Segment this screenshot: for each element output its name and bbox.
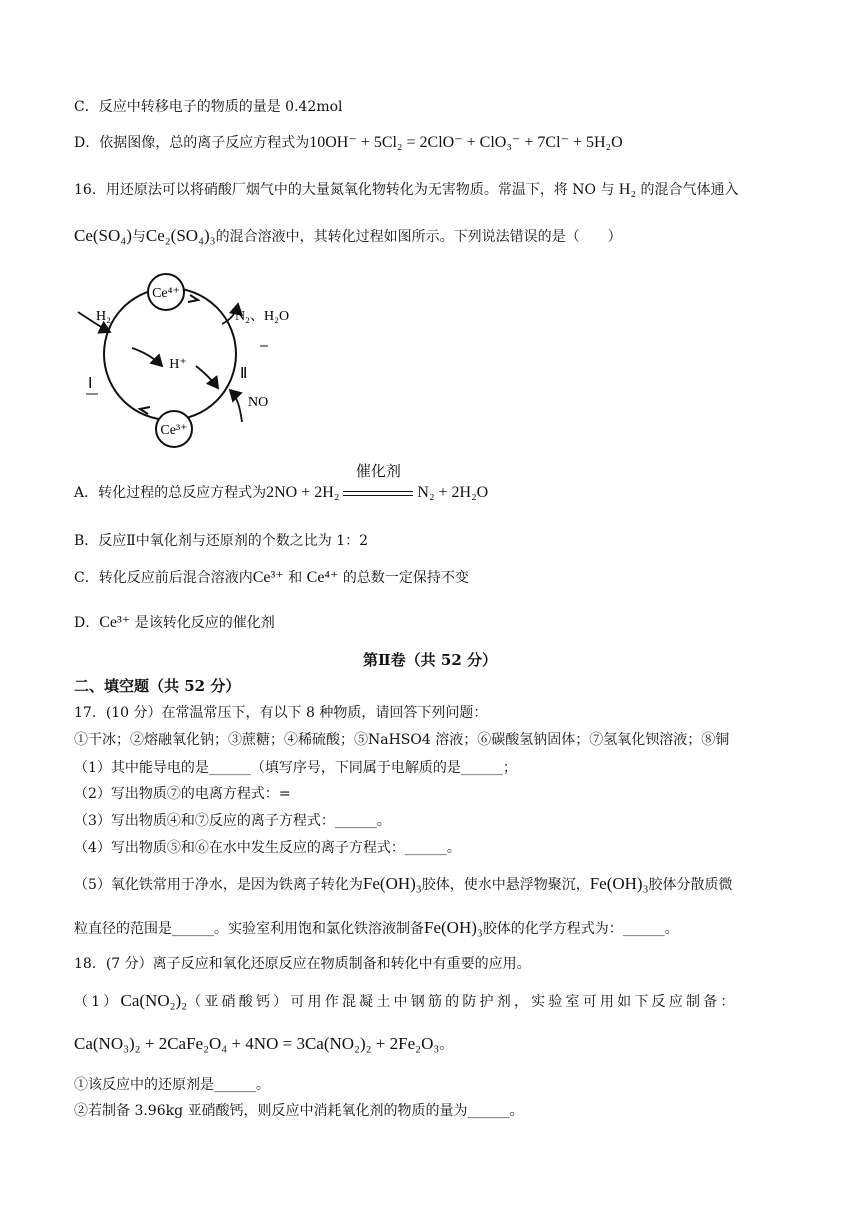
q16-option-c-ion2: Ce⁴⁺ (306, 569, 339, 586)
q17-formula-fe-oh-3-c: Fe(OH)₃ (424, 918, 483, 937)
q16-option-d (74, 613, 275, 633)
q17-part5b-end: 胶体的化学方程式为：______。 (482, 921, 679, 937)
q16-option-d-ion: Ce³⁺ (99, 614, 131, 631)
no-arrow (230, 390, 242, 422)
hplus-arrow-out (196, 366, 218, 388)
q16-option-b: B．反应Ⅱ中氧化剂与还原剂的个数之比为 1：2 (74, 533, 369, 549)
q16-option-c-text: C．转化反应前后混合溶液内 (74, 570, 253, 586)
section-fill-in-heading: 二、填空题（共 52 分） (74, 677, 241, 695)
hplus-arrow-in (132, 348, 162, 366)
q18-part1 (74, 991, 738, 1012)
q16-option-c (74, 568, 469, 588)
q15-option-d (74, 133, 623, 153)
q16-option-a-products: N₂ + 2H₂O (417, 484, 489, 501)
hplus-label: H⁺ (169, 357, 187, 372)
ce4-label: Ce⁴⁺ (152, 286, 180, 301)
q16-stem-and: 与 (131, 229, 146, 245)
ring-arrow-top (188, 295, 198, 302)
stage-1-label: Ⅰ (88, 376, 93, 392)
q17-part5-line2 (74, 918, 679, 939)
q15-option-c: C．反应中转移电子的物质的量是 0.42mol (74, 99, 343, 115)
q17-part5-mid: 胶体，使水中悬浮物聚沉， (421, 877, 590, 893)
q17-part5-end: 胶体分散质微 (648, 877, 733, 893)
q15-option-d-text: D．依据图像，总的离子反应方程式为 (74, 135, 310, 151)
q15-option-d-equation: 10OH⁻ + 5Cl₂ = 2ClO⁻ + ClO₃⁻ + 7Cl⁻ + 5H₂O (309, 134, 623, 151)
q16-option-d-label: D． (74, 615, 100, 631)
products-label: N₂、H₂O (235, 309, 290, 324)
q17-items: ①干冰；②熔融氧化钠；③蔗糖；④稀硫酸；⑤NaHSO4 溶液；⑥碳酸氢钠固体；⑦氢氧化钡溶液；⑧铜 (74, 732, 730, 748)
q17-part4: （4）写出物质⑤和⑥在水中发生反应的离子方程式：______。 (74, 840, 461, 856)
cerium-cycle-diagram (70, 262, 320, 452)
q16-stem-text-end: 的混合气体通入 (640, 182, 739, 198)
q18-stem: 18．(7 分）离子反应和氧化还原反应在物质制备和转化中有重要的应用。 (74, 956, 531, 972)
q17-formula-fe-oh-3-b: Fe(OH)₃ (589, 874, 649, 893)
q18-equation-line (74, 1034, 453, 1055)
q16-stem-question: 的混合溶液中，其转化过程如图所示。下列说法错误的是（ ） (215, 229, 622, 245)
q16-formula-ce-so4: Ce(SO₄) (74, 226, 132, 245)
q18-equation-end: 。 (439, 1037, 454, 1053)
q17-part5-line1 (74, 874, 733, 895)
q16-option-c-end: 的总数一定保持不变 (342, 570, 469, 586)
q16-option-c-and: 和 (288, 570, 303, 586)
q17-part2: （2）写出物质⑦的电离方程式：= (74, 786, 291, 802)
q16-option-c-ion1: Ce³⁺ (252, 569, 284, 586)
q17-part1: （1）其中能导电的是______（填写序号，下同属于电解质的是______； (74, 760, 517, 776)
q18-formula-ca-no2-2: Ca(NO₂)₂ (120, 991, 188, 1010)
q16-stem-line1 (74, 180, 739, 200)
stage-2-label: Ⅱ (240, 366, 248, 382)
q16-option-a (74, 462, 489, 503)
q18-sub2: ②若制备 3.96kg 亚硝酸钙，则反应中消耗氧化剂的物质的量为______。 (74, 1103, 524, 1119)
q16-option-d-text: 是该转化反应的催化剂 (134, 615, 275, 631)
q17-stem: 17．(10 分）在常温常压下，有以下 8 种物质，请回答下列问题： (74, 705, 488, 721)
catalyst-arrow (343, 462, 413, 503)
q17-part5b-text: 粒直径的范围是______。实验室利用饱和氯化铁溶液制备 (74, 921, 424, 937)
h2-label: H₂ (96, 309, 111, 324)
q18-sub1: ①该反应中的还原剂是______。 (74, 1077, 270, 1093)
q16-formula-ce2-so4-3: Ce₂(SO₄)₃ (145, 226, 216, 245)
q18-equation: Ca(NO₃)₂ + 2CaFe₂O₄ + 4NO = 3Ca(NO₂)₂ + 2Fe₂O₃ (74, 1034, 440, 1053)
q16-option-a-reactants: 2NO + 2H₂ (266, 484, 340, 501)
q16-stem-line2 (74, 226, 622, 247)
q18-part1-text: （亚硝酸钙）可用作混凝土中钢筋的防护剂，实验室可用如下反应制备： (187, 994, 738, 1010)
q16-stem-text: 16．用还原法可以将硝酸厂烟气中的大量氮氧化物转化为无害物质。常温下，将 NO 与 (74, 182, 615, 198)
q16-stem-h2: H₂ (618, 181, 637, 198)
part2-title: 第Ⅱ卷（共 52 分） (363, 651, 497, 669)
q17-part5-text: （5）氧化铁常用于净水，是因为铁离子转化为 (74, 877, 363, 893)
q17-formula-fe-oh-3: Fe(OH)₃ (362, 874, 422, 893)
catalyst-label: 催化剂 (355, 462, 401, 480)
q17-part3: （3）写出物质④和⑦反应的离子方程式：______。 (74, 813, 391, 829)
q16-option-a-text: A．转化过程的总反应方程式为 (74, 485, 267, 501)
q18-part1-label: （1） (74, 994, 121, 1010)
catalyst-line (343, 491, 413, 496)
ce3-label: Ce³⁺ (160, 423, 188, 438)
no-label: NO (248, 395, 269, 410)
